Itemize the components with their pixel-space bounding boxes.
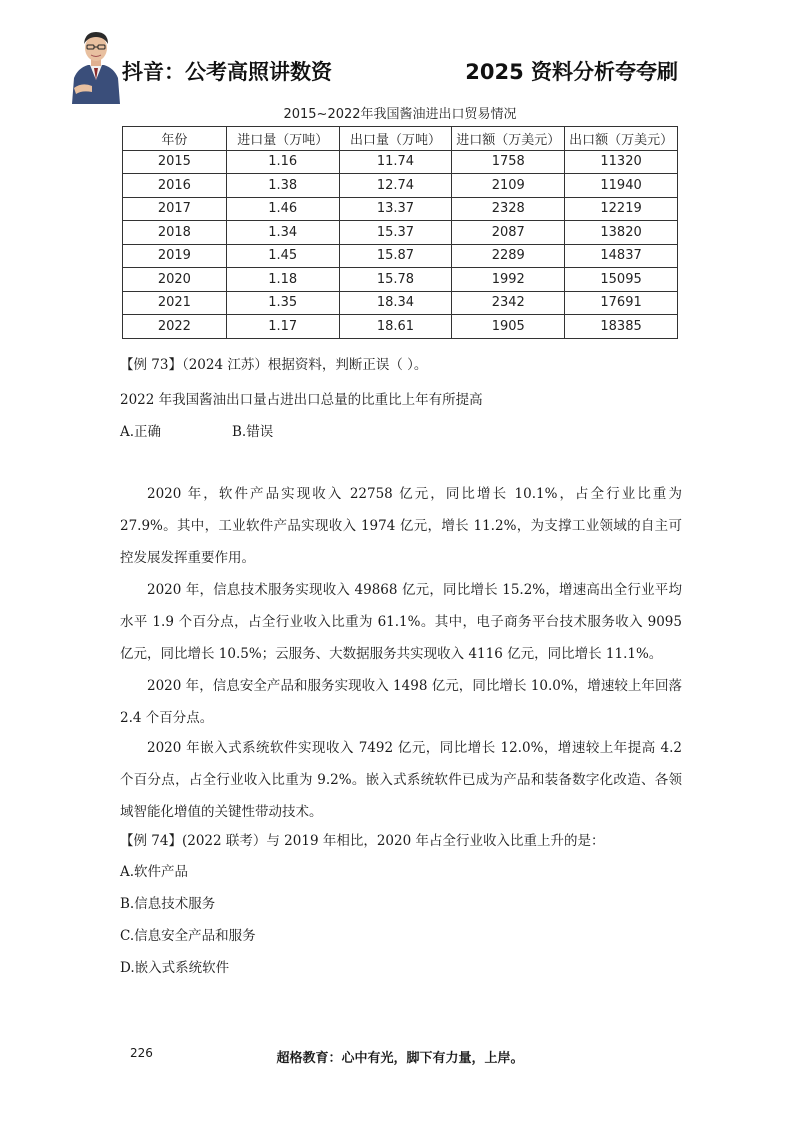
channel-title: 抖音：公考高照讲数资 [122, 60, 332, 84]
table-cell: 2015 [123, 150, 227, 174]
question-74-option-c: C.信息安全产品和服务 [120, 928, 256, 944]
table-row [123, 174, 678, 198]
table-cell: 13820 [565, 221, 678, 245]
table-row [123, 221, 678, 245]
question-74-option-a: A.软件产品 [120, 864, 189, 880]
page-number: 226 [130, 1046, 153, 1060]
passage-paragraph: 2020 年，软件产品实现收入 22758 亿元，同比增长 10.1%，占全行业比重为 27.9%。其中，工业软件产品实现收入 1974 亿元，增长 11.2%，为支撑工业领域的自主可控发展发挥重要作用。 [120, 486, 682, 566]
question-74-option-d: D.嵌入式系统软件 [120, 960, 230, 976]
table-header-cell: 进口量（万吨） [226, 127, 339, 151]
table-row [123, 150, 678, 174]
table-cell: 15.37 [339, 221, 452, 245]
table-cell: 1.35 [226, 291, 339, 315]
table-cell: 11320 [565, 150, 678, 174]
table-cell: 18.34 [339, 291, 452, 315]
table-cell: 2017 [123, 197, 227, 221]
table-cell: 17691 [565, 291, 678, 315]
table-row [123, 315, 678, 339]
table-header-row [123, 127, 678, 151]
table-cell: 15095 [565, 268, 678, 292]
table-header-cell: 进口额（万美元） [452, 127, 565, 151]
table-row [123, 291, 678, 315]
question-74-option-b: B.信息技术服务 [120, 896, 216, 912]
question-73-prompt: 【例 73】（2024 江苏）根据资料，判断正误（ ）。 [120, 357, 428, 373]
course-title: 2025 资料分析夸夸刷 [465, 60, 678, 84]
passage-paragraph: 2020 年，信息安全产品和服务实现收入 1498 亿元，同比增长 10.0%，增速较上年回落 2.4 个百分点。 [120, 678, 682, 726]
question-74-prompt: 【例 74】(2022 联考）与 2019 年相比，2020 年占全行业收入比重上升的是： [120, 833, 605, 849]
presenter-avatar [68, 28, 124, 104]
table-cell: 2109 [452, 174, 565, 198]
table-cell: 1.46 [226, 197, 339, 221]
table-cell: 1905 [452, 315, 565, 339]
table-cell: 11940 [565, 174, 678, 198]
table-row [123, 197, 678, 221]
soy-sauce-trade-table [122, 126, 678, 339]
table-header-cell: 出口量（万吨） [339, 127, 452, 151]
table-cell: 2289 [452, 244, 565, 268]
table-cell: 14837 [565, 244, 678, 268]
table-cell: 2016 [123, 174, 227, 198]
page-header [0, 0, 800, 110]
passage-paragraph: 2020 年嵌入式系统软件实现收入 7492 亿元，同比增长 12.0%，增速较上年提高 4.2 个百分点，占全行业收入比重为 9.2%。嵌入式系统软件已成为产品和装备数字化改造、各领域智能化增值的关键性带动技术。 [120, 740, 682, 820]
table-cell: 2342 [452, 291, 565, 315]
table-cell: 15.87 [339, 244, 452, 268]
table-row [123, 244, 678, 268]
table-header-cell: 出口额（万美元） [565, 127, 678, 151]
table-header-cell: 年份 [123, 127, 227, 151]
footer-slogan: 超格教育：心中有光，脚下有力量，上岸。 [276, 1051, 524, 1066]
table-cell: 13.37 [339, 197, 452, 221]
table-cell: 1.17 [226, 315, 339, 339]
table-cell: 18385 [565, 315, 678, 339]
table-cell: 2328 [452, 197, 565, 221]
table-cell: 2087 [452, 221, 565, 245]
table-cell: 12.74 [339, 174, 452, 198]
table-cell: 2019 [123, 244, 227, 268]
question-73-statement: 2022 年我国酱油出口量占进出口总量的比重比上年有所提高 [120, 392, 483, 408]
table-cell: 2018 [123, 221, 227, 245]
table-caption: 2015~2022年我国酱油进出口贸易情况 [283, 107, 517, 122]
table-cell: 1992 [452, 268, 565, 292]
table-row [123, 268, 678, 292]
table-cell: 1758 [452, 150, 565, 174]
table-cell: 1.18 [226, 268, 339, 292]
table-cell: 11.74 [339, 150, 452, 174]
option-b: B.错误 [232, 424, 274, 440]
table-cell: 2022 [123, 315, 227, 339]
table-cell: 15.78 [339, 268, 452, 292]
table-cell: 1.34 [226, 221, 339, 245]
question-73-options [120, 423, 273, 441]
table-cell: 1.38 [226, 174, 339, 198]
table-cell: 1.16 [226, 150, 339, 174]
table-cell: 2021 [123, 291, 227, 315]
option-a: A.正确 [120, 424, 162, 440]
table-cell: 18.61 [339, 315, 452, 339]
table-cell: 12219 [565, 197, 678, 221]
table-cell: 2020 [123, 268, 227, 292]
passage-paragraph: 2020 年，信息技术服务实现收入 49868 亿元，同比增长 15.2%，增速高出全行业平均水平 1.9 个百分点，占全行业收入比重为 61.1%。其中，电子商务平台技术服务收入 9095 亿元，同比增长 10.5%；云服务、大数据服务共实现收入 4116 亿元，同比增长 11.1%。 [120, 582, 682, 662]
table-cell: 1.45 [226, 244, 339, 268]
